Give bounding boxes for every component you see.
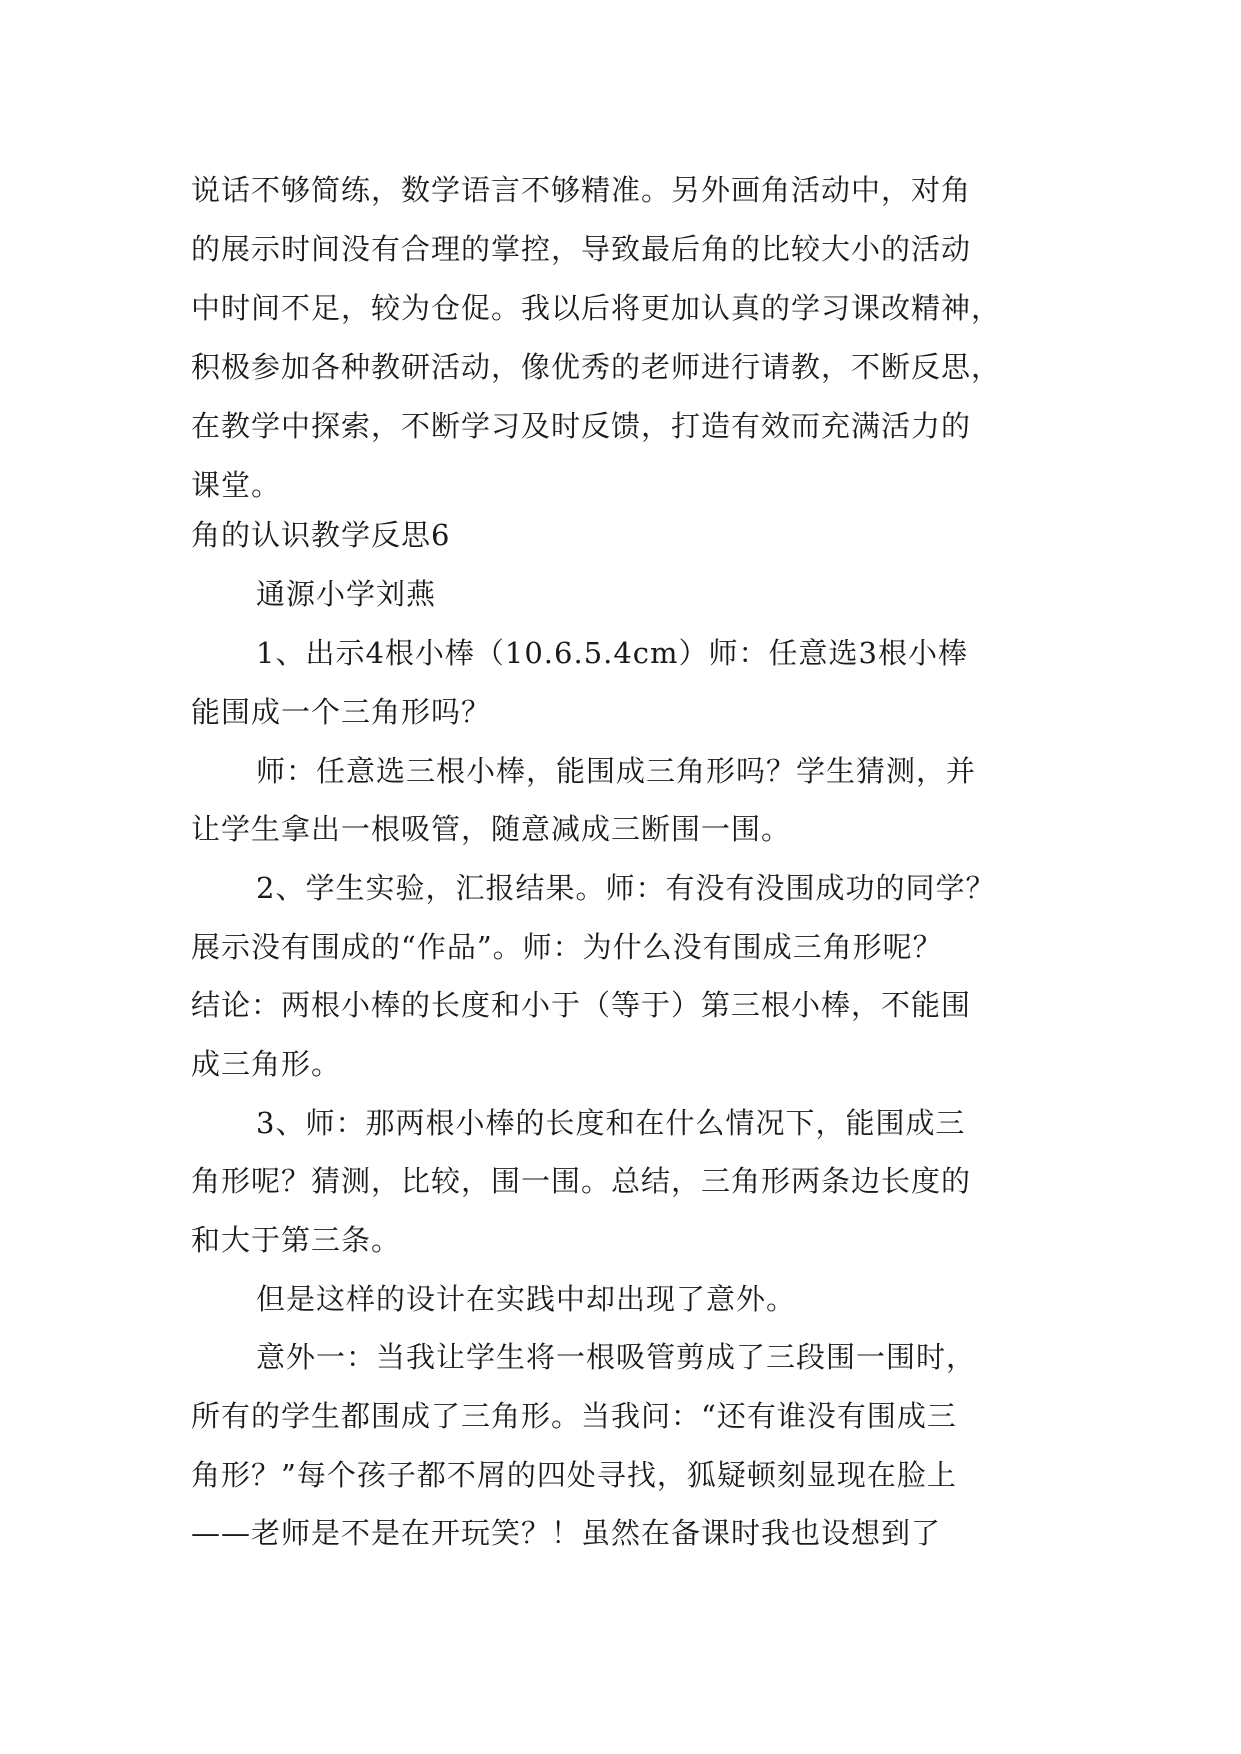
text-line: 课堂。 <box>191 468 282 502</box>
text-line: 但是这样的设计在实践中却出现了意外。 <box>256 1282 797 1316</box>
text-line: 和大于第三条。 <box>191 1223 402 1257</box>
text-line: 所有的学生都围成了三角形。当我问：“还有谁没有围成三 <box>191 1399 957 1433</box>
text-line: 意外一：当我让学生将一根吸管剪成了三段围一围时， <box>256 1340 977 1374</box>
text-line: 师：任意选三根小棒，能围成三角形吗？学生猜测，并 <box>256 754 977 788</box>
text-line: 成三角形。 <box>191 1047 342 1081</box>
text-line: 角形呢？猜测，比较，围一围。总结，三角形两条边长度的 <box>191 1164 972 1198</box>
text-line: 结论：两根小棒的长度和小于（等于）第三根小棒，不能围 <box>191 988 972 1022</box>
text-line: 的展示时间没有合理的掌控，导致最后角的比较大小的活动 <box>191 232 972 266</box>
text-line: 中时间不足，较为仓促。我以后将更加认真的学习课改精神， <box>191 291 1002 325</box>
text-line: 积极参加各种教研活动，像优秀的老师进行请教，不断反思， <box>191 350 1002 384</box>
text-line: 2、学生实验，汇报结果。师：有没有没围成功的同学？ <box>256 871 996 905</box>
text-line: 在教学中探索，不断学习及时反馈，打造有效而充满活力的 <box>191 409 972 443</box>
text-line: ——老师是不是在开玩笑？！虽然在备课时我也设想到了 <box>191 1516 942 1550</box>
text-line: 说话不够简练，数学语言不够精准。另外画角活动中，对角 <box>191 173 972 207</box>
author-line: 通源小学刘燕 <box>256 577 437 611</box>
section-heading: 角的认识教学反思6 <box>191 518 451 552</box>
text-line: 能围成一个三角形吗？ <box>191 695 492 729</box>
text-line: 1、出示4根小棒（10.6.5.4cm）师：任意选3根小棒 <box>256 636 969 670</box>
text-line: 3、师：那两根小棒的长度和在什么情况下，能围成三 <box>256 1106 966 1140</box>
text-line: 让学生拿出一根吸管，随意减成三断围一围。 <box>191 812 792 846</box>
text-line: 角形？”每个孩子都不屑的四处寻找，狐疑顿刻显现在脸上 <box>191 1458 957 1492</box>
text-line: 展示没有围成的“作品”。师：为什么没有围成三角形呢？ <box>191 930 943 964</box>
